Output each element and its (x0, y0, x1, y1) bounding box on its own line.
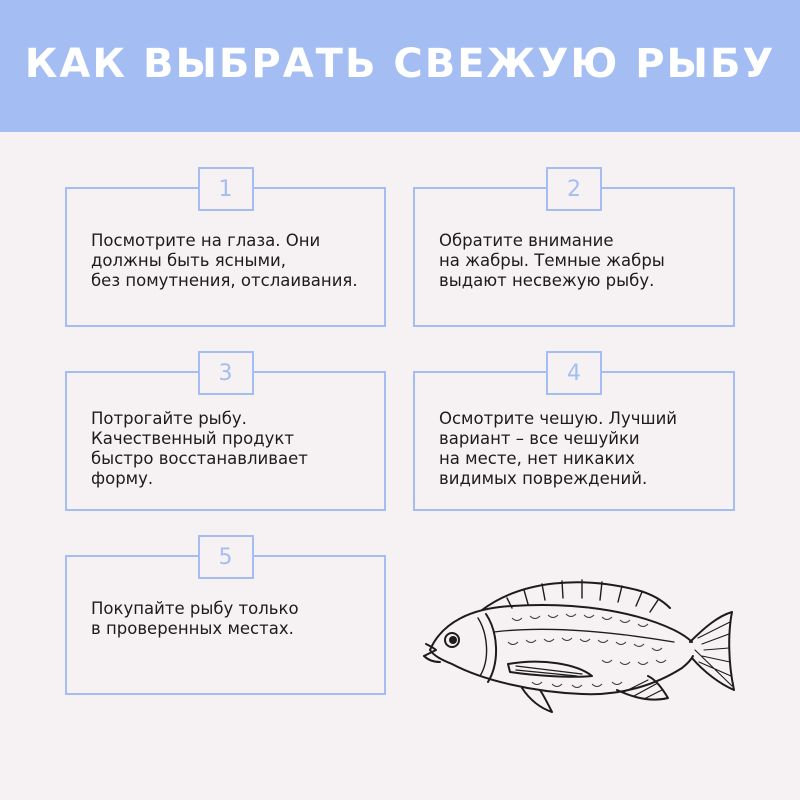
tip-text-2 (439, 231, 721, 291)
tip-text-line: Посмотрите на глаза. Они (91, 231, 321, 250)
tip-text-line: на жабры. Темные жабры (439, 251, 665, 270)
tip-number-5: 5 (198, 535, 254, 579)
tip-text-line: быстро восстанавливает (91, 449, 308, 468)
tip-text-line: Обратите внимание (439, 231, 614, 250)
tip-number-1: 1 (198, 167, 254, 211)
tip-card-5 (65, 544, 386, 695)
tip-text-line: видимых повреждений. (439, 469, 648, 488)
tip-text-3 (91, 409, 372, 489)
tip-number-3: 3 (198, 351, 254, 395)
fish-icon (412, 572, 742, 722)
tip-number-4: 4 (546, 351, 602, 395)
tip-text-4 (439, 409, 721, 489)
tip-text-line: в проверенных местах. (91, 619, 294, 638)
tip-text-line: выдают несвежую рыбу. (439, 271, 655, 290)
tip-text-line: вариант – все чешуйки (439, 429, 640, 448)
tip-card-1 (65, 176, 386, 327)
tip-text-line: на месте, нет никаких (439, 449, 635, 468)
tip-number-2: 2 (546, 167, 602, 211)
tip-text-line: Потрогайте рыбу. (91, 409, 247, 428)
tip-text-line: без помутнения, отслаивания. (91, 271, 358, 290)
tip-card-2 (413, 176, 735, 327)
tip-text-line: Осмотрите чешую. Лучший (439, 409, 678, 428)
tip-text-line: Качественный продукт (91, 429, 294, 448)
tip-text-line: Покупайте рыбу только (91, 599, 299, 618)
tip-card-3 (65, 360, 386, 511)
tip-card-4 (413, 360, 735, 511)
tip-text-1 (91, 231, 372, 291)
tip-text-line: форму. (91, 469, 154, 488)
header-banner (0, 0, 800, 132)
tip-text-line: должны быть ясными, (91, 251, 286, 270)
page-title: КАК ВЫБРАТЬ СВЕЖУЮ РЫБУ (24, 41, 776, 87)
tip-text-5 (91, 599, 372, 639)
